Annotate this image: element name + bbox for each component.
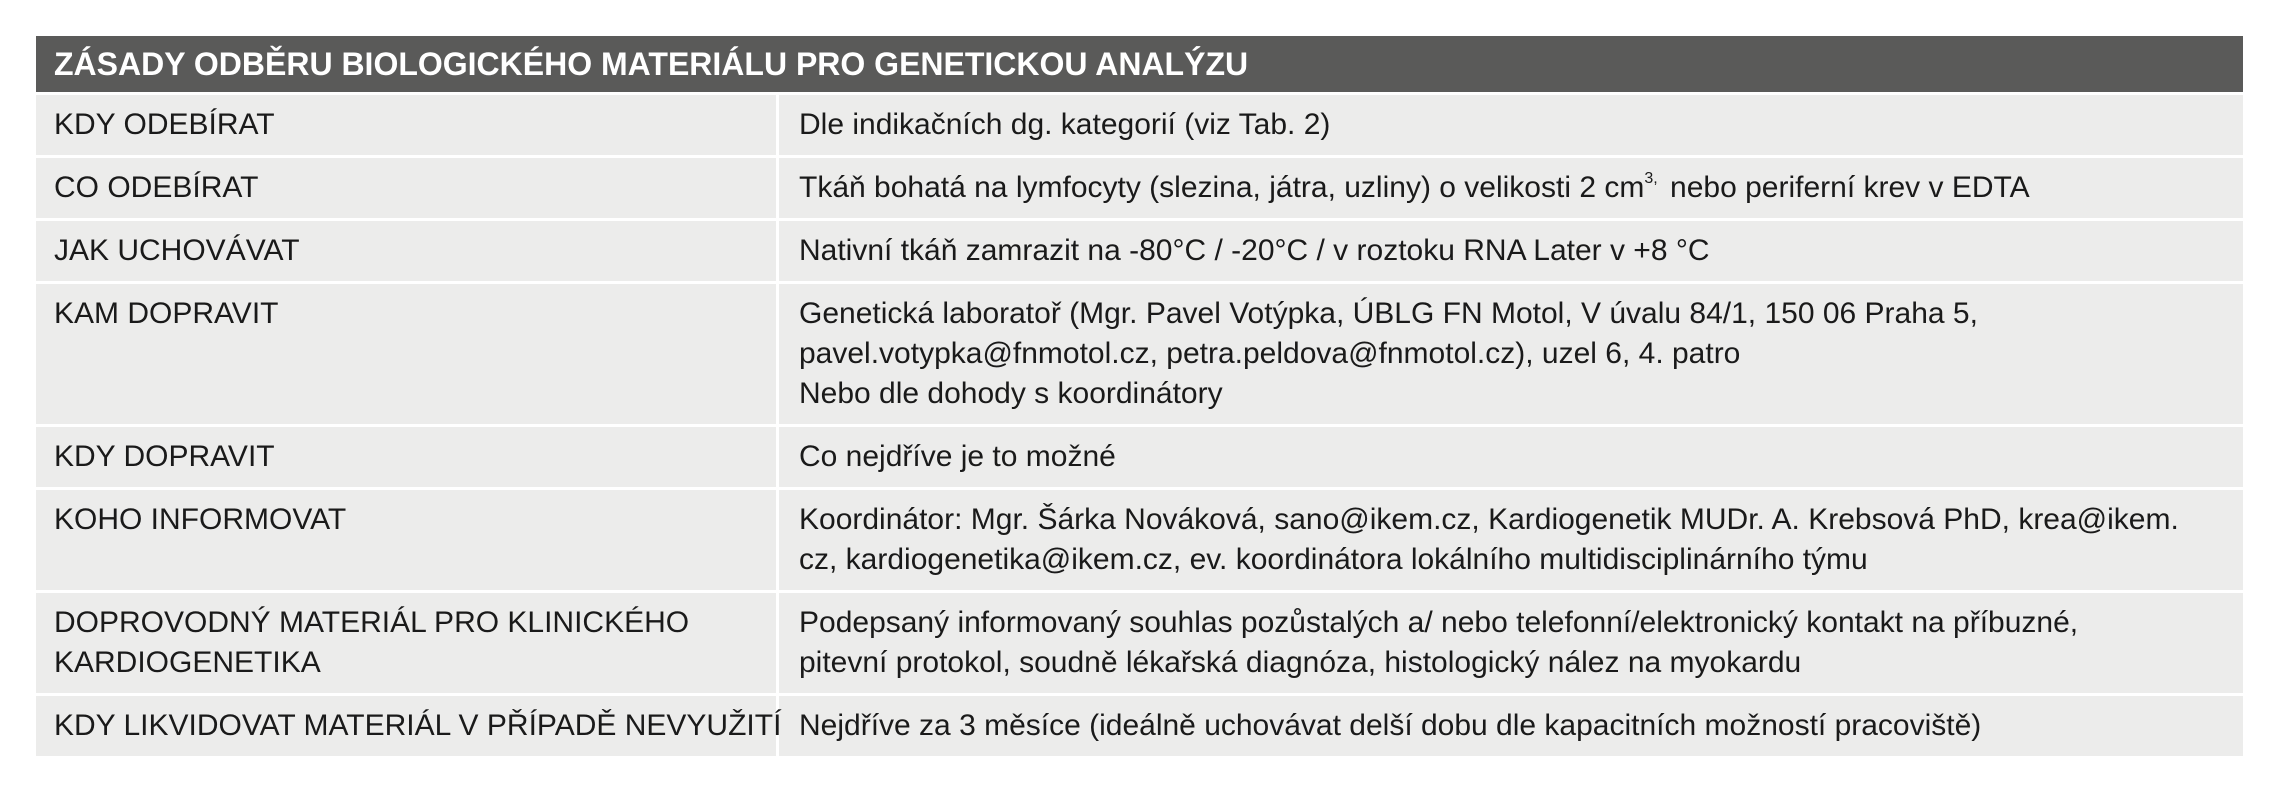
row-value-line: pitevní protokol, soudně lékařská diagnóza, histologický nález na myokardu [799,646,1802,679]
table-row [36,693,2243,756]
row-label-line: KDY ODEBÍRAT [54,108,275,141]
row-value-line: Genetická laboratoř (Mgr. Pavel Votýpka, ÚBLG FN Motol, V úvalu 84/1, 150 06 Praha 5, [799,297,1978,330]
table-row [36,155,2243,218]
row-value [779,95,2243,155]
row-value-line: cz, kardiogenetika@ikem.cz, ev. koordinátora lokálního multidisciplinárního týmu [799,543,1868,576]
row-value-line: Podepsaný informovaný souhlas pozůstalých a/ nebo telefonní/elektronický kontakt na příbuzné, [799,606,2079,639]
row-value-line [799,168,2225,208]
table-row [36,218,2243,281]
table-row [36,590,2243,693]
row-value-line: Dle indikačních dg. kategorií (viz Tab. 2) [799,108,1331,141]
table-row [36,281,2243,424]
row-value [779,696,2243,756]
row-label [36,593,779,693]
row-label [36,284,779,424]
row-label-line: KOHO INFORMOVAT [54,503,347,536]
sampling-guidelines-table [36,36,2243,756]
row-value [779,490,2243,590]
row-label-line: KDY LIKVIDOVAT MATERIÁL V PŘÍPADĚ NEVYUŽITÍ [54,709,782,742]
table-row [36,424,2243,487]
row-label-line: DOPROVODNÝ MATERIÁL PRO KLINICKÉHO [54,606,690,639]
row-value-line: pavel.votypka@fnmotol.cz, petra.peldova@fnmotol.cz), uzel 6, 4. patro [799,337,1741,370]
row-value [779,284,2243,424]
row-value-line: Nativní tkáň zamrazit na -80°C / -20°C / v roztoku RNA Later v +8 °C [799,234,1710,267]
row-value [779,427,2243,487]
row-label [36,427,779,487]
row-label [36,696,782,756]
row-value-line: Nejdříve za 3 měsíce (ideálně uchovávat delší dobu dle kapacitních možností pracoviště) [799,709,1982,742]
superscript-unit: 3, [1644,170,1658,187]
row-value-line: Koordinátor: Mgr. Šárka Nováková, sano@ikem.cz, Kardiogenetik MUDr. A. Krebsová PhD, krea@ikem. [799,503,2179,536]
row-value [779,593,2243,693]
row-label [36,158,779,218]
row-value-line: Nebo dle dohody s koordinátory [799,377,1223,410]
row-label-line: KDY DOPRAVIT [54,440,275,473]
row-value [779,221,2243,281]
row-value-text: Tkáň bohatá na lymfocyty (slezina, játra, uzliny) o velikosti 2 cm [799,171,1645,204]
row-value-text: nebo periferní krev v EDTA [1661,171,2030,204]
table-row [36,487,2243,590]
row-value [779,158,2243,218]
row-label-line: JAK UCHOVÁVAT [54,234,300,267]
table-title: ZÁSADY ODBĚRU BIOLOGICKÉHO MATERIÁLU PRO GENETICKOU ANALÝZU [36,36,2243,92]
row-label-line: KAM DOPRAVIT [54,297,279,330]
row-label-line: KARDIOGENETIKA [54,646,321,679]
row-label [36,490,779,590]
row-label [36,95,779,155]
row-label [36,221,779,281]
table-row [36,92,2243,155]
row-label-line: CO ODEBÍRAT [54,171,259,204]
row-value-line: Co nejdříve je to možné [799,440,1116,473]
